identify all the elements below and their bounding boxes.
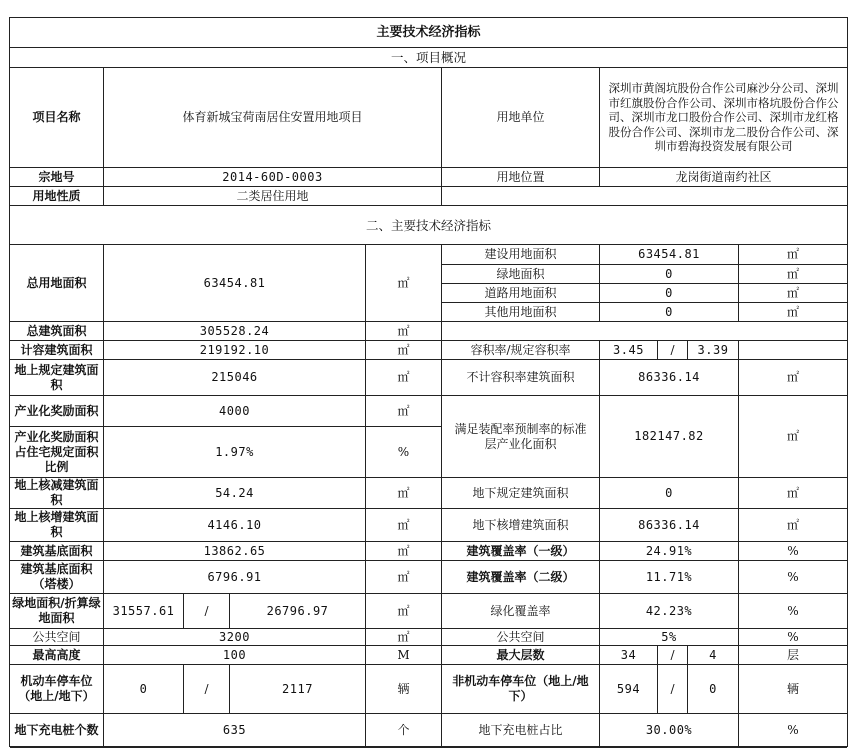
under-specified-unit: ㎡ (739, 478, 847, 509)
land-use-label: 用地性质 (10, 187, 104, 206)
other-land-label: 其他用地面积 (442, 303, 600, 322)
far-floor-unit: ㎡ (366, 341, 442, 360)
project-name-value: 体育新城宝荷南居住安置用地项目 (104, 68, 442, 168)
road-land-unit: ㎡ (739, 284, 847, 303)
green-land-label: 绿地面积 (442, 265, 600, 284)
industrial-ratio-value: 1.97% (104, 427, 366, 478)
public-space-label: 公共空间 (10, 629, 104, 646)
above-specified-unit: ㎡ (366, 360, 442, 396)
green-land-value: 0 (600, 265, 739, 284)
under-specified-label: 地下规定建筑面积 (442, 478, 600, 509)
coverage1-label: 建筑覆盖率（一级） (442, 542, 600, 561)
base-area-unit: ㎡ (366, 542, 442, 561)
public-space2-unit: % (739, 629, 847, 646)
total-floor-blank (442, 322, 847, 341)
green-area-label: 绿地面积/折算绿地面积 (10, 594, 104, 629)
car-below-value: 2117 (230, 665, 366, 714)
public-space2-label: 公共空间 (442, 629, 600, 646)
industrial-bonus-value: 4000 (104, 396, 366, 427)
green-area-unit: ㎡ (366, 594, 442, 629)
public-space-value: 3200 (104, 629, 366, 646)
base-tower-label: 建筑基底面积（塔楼） (10, 561, 104, 594)
coverage2-label: 建筑覆盖率（二级） (442, 561, 600, 594)
charging-ratio-label: 地下充电桩占比 (442, 714, 600, 748)
max-floors-label: 最大层数 (442, 646, 600, 665)
base-tower-unit: ㎡ (366, 561, 442, 594)
charging-ratio-value: 30.00% (600, 714, 739, 748)
technical-indicators-table (9, 17, 848, 747)
car-above-value: 0 (104, 665, 184, 714)
above-increase-unit: ㎡ (366, 509, 442, 542)
max-floors-unit: 层 (739, 646, 847, 665)
base-area-label: 建筑基底面积 (10, 542, 104, 561)
total-floor-unit: ㎡ (366, 322, 442, 341)
total-land-value: 63454.81 (104, 245, 366, 322)
public-space-unit: ㎡ (366, 629, 442, 646)
bike-parking-label: 非机动车停车位（地上/地下） (442, 665, 600, 714)
location-value: 龙岗街道南约社区 (600, 168, 847, 187)
section-heading-indicators: 二、主要技术经济指标 (10, 206, 847, 245)
green-coverage-value: 42.23% (600, 594, 739, 629)
far-required-value: 3.39 (688, 341, 739, 360)
far-floor-value: 219192.10 (104, 341, 366, 360)
green-coverage-unit: % (739, 594, 847, 629)
construction-land-value: 63454.81 (600, 245, 739, 265)
under-increase-value: 86336.14 (600, 509, 739, 542)
public-space2-value: 5% (600, 629, 739, 646)
above-specified-label: 地上规定建筑面积 (10, 360, 104, 396)
coverage2-value: 11.71% (600, 561, 739, 594)
max-height-label: 最高高度 (10, 646, 104, 665)
car-parking-unit: 辆 (366, 665, 442, 714)
prefab-value: 182147.82 (600, 396, 739, 478)
location-label: 用地位置 (442, 168, 600, 187)
bike-above-value: 594 (600, 665, 658, 714)
far-ratio-sep: / (658, 341, 688, 360)
max-floors-below: 4 (688, 646, 739, 665)
bike-below-value: 0 (688, 665, 739, 714)
land-use-blank (442, 187, 847, 206)
bike-parking-sep: / (658, 665, 688, 714)
above-reduce-unit: ㎡ (366, 478, 442, 509)
coverage1-value: 24.91% (600, 542, 739, 561)
road-land-value: 0 (600, 284, 739, 303)
max-height-value: 100 (104, 646, 366, 665)
green-converted-value: 26796.97 (230, 594, 366, 629)
total-land-label: 总用地面积 (10, 245, 104, 322)
under-increase-unit: ㎡ (739, 509, 847, 542)
total-floor-label: 总建筑面积 (10, 322, 104, 341)
car-parking-label: 机动车停车位（地上/地下） (10, 665, 104, 714)
table-title: 主要技术经济指标 (10, 18, 847, 48)
max-floors-sep: / (658, 646, 688, 665)
above-specified-value: 215046 (104, 360, 366, 396)
green-area-value: 31557.61 (104, 594, 184, 629)
car-parking-sep: / (184, 665, 230, 714)
industrial-bonus-unit: ㎡ (366, 396, 442, 427)
above-reduce-value: 54.24 (104, 478, 366, 509)
land-unit-value: 深圳市黄阁坑股份合作公司麻沙分公司、深圳市红旗股份合作公司、深圳市格坑股份合作公司、深圳市龙口股份合作公司、深圳市龙红格股份合作公司、深圳市龙二股份合作公司、深圳市碧海投资发展有限公司 (600, 68, 847, 168)
parcel-no-value: 2014-60D-0003 (104, 168, 442, 187)
far-ratio-value: 3.45 (600, 341, 658, 360)
above-reduce-label: 地上核减建筑面积 (10, 478, 104, 509)
bike-parking-unit: 辆 (739, 665, 847, 714)
charging-unit: 个 (366, 714, 442, 748)
prefab-label: 满足装配率预制率的标准层产业化面积 (442, 396, 600, 478)
charging-value: 635 (104, 714, 366, 748)
land-use-value: 二类居住用地 (104, 187, 442, 206)
industrial-bonus-label: 产业化奖励面积 (10, 396, 104, 427)
non-far-unit: ㎡ (739, 360, 847, 396)
other-land-value: 0 (600, 303, 739, 322)
charging-ratio-unit: % (739, 714, 847, 748)
industrial-ratio-unit: % (366, 427, 442, 478)
prefab-unit: ㎡ (739, 396, 847, 478)
charging-label: 地下充电桩个数 (10, 714, 104, 748)
under-increase-label: 地下核增建筑面积 (442, 509, 600, 542)
other-land-unit: ㎡ (739, 303, 847, 322)
non-far-value: 86336.14 (600, 360, 739, 396)
green-area-sep: / (184, 594, 230, 629)
max-floors-above: 34 (600, 646, 658, 665)
coverage2-unit: % (739, 561, 847, 594)
construction-land-unit: ㎡ (739, 245, 847, 265)
green-coverage-label: 绿化覆盖率 (442, 594, 600, 629)
road-land-label: 道路用地面积 (442, 284, 600, 303)
above-increase-value: 4146.10 (104, 509, 366, 542)
total-floor-value: 305528.24 (104, 322, 366, 341)
total-land-unit: ㎡ (366, 245, 442, 322)
parcel-no-label: 宗地号 (10, 168, 104, 187)
coverage1-unit: % (739, 542, 847, 561)
green-land-unit: ㎡ (739, 265, 847, 284)
far-ratio-label: 容积率/规定容积率 (442, 341, 600, 360)
far-ratio-blank (739, 341, 847, 360)
construction-land-label: 建设用地面积 (442, 245, 600, 265)
industrial-ratio-label: 产业化奖励面积占住宅规定面积比例 (10, 427, 104, 478)
land-unit-label: 用地单位 (442, 68, 600, 168)
under-specified-value: 0 (600, 478, 739, 509)
non-far-label: 不计容积率建筑面积 (442, 360, 600, 396)
far-floor-label: 计容建筑面积 (10, 341, 104, 360)
base-tower-value: 6796.91 (104, 561, 366, 594)
project-name-label: 项目名称 (10, 68, 104, 168)
section-heading-overview: 一、项目概况 (10, 48, 847, 68)
max-height-unit: M (366, 646, 442, 665)
base-area-value: 13862.65 (104, 542, 366, 561)
above-increase-label: 地上核增建筑面积 (10, 509, 104, 542)
